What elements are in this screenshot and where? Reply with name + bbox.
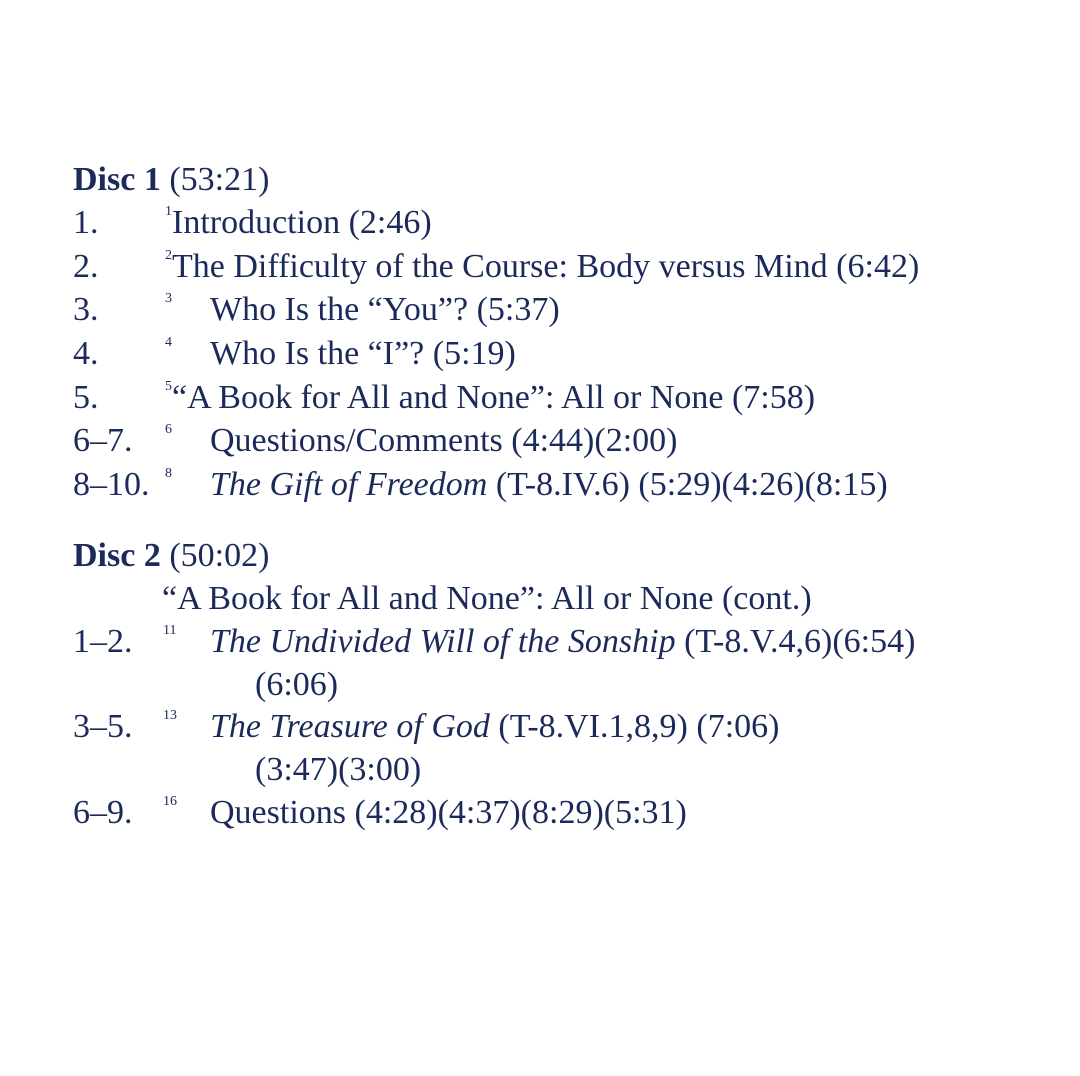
- track-title: Introduction (2:46): [172, 204, 432, 241]
- track-superscript: 11: [163, 623, 177, 638]
- track-title: Questions/Comments (4:44)(2:00): [210, 422, 678, 459]
- disc-label: Disc 2: [73, 537, 161, 574]
- subheading-text: “A Book for All and None”: All or None (cont.): [162, 580, 812, 617]
- track-superscript: 3: [165, 291, 172, 306]
- track-superscript: 1: [165, 204, 172, 219]
- track-number: 4.: [73, 335, 99, 372]
- track-superscript: 4: [165, 335, 172, 350]
- track-title: The Difficulty of the Course: Body versus Mind (6:42): [172, 248, 920, 285]
- track-title-rest: (T-8.V.4,6)(6:54): [675, 623, 916, 660]
- track-title-rest: (T-8.VI.1,8,9) (7:06): [489, 708, 780, 745]
- track-number: 1–2.: [73, 623, 133, 660]
- track-title: [210, 622, 915, 662]
- track-superscript: 13: [163, 708, 177, 723]
- track-superscript: 8: [165, 466, 172, 481]
- track-number: 2.: [73, 248, 99, 285]
- track-superscript: 6: [165, 422, 172, 437]
- track-title: Questions (4:28)(4:37)(8:29)(5:31): [210, 794, 687, 831]
- track-title-italic: The Gift of Freedom: [210, 466, 488, 503]
- track-number: 1.: [73, 204, 99, 241]
- disc-heading-text: [73, 536, 269, 576]
- track-number: 3–5.: [73, 708, 133, 745]
- track-title-rest: (T-8.IV.6) (5:29)(4:26)(8:15): [487, 466, 888, 503]
- track-superscript: 5: [165, 379, 172, 394]
- track-number: 3.: [73, 291, 99, 328]
- track-title: Who Is the “I”? (5:19): [210, 335, 516, 372]
- track-number: 8–10.: [73, 466, 150, 503]
- disc-duration: (50:02): [169, 537, 270, 574]
- track-number: 5.: [73, 379, 99, 416]
- track-number: 6–7.: [73, 422, 133, 459]
- track-title-italic: The Undivided Will of the Sonship: [210, 623, 676, 660]
- disc-heading-text: [73, 160, 269, 200]
- track-title-italic: The Treasure of God: [210, 708, 490, 745]
- track-superscript: 2: [165, 248, 172, 263]
- track-continuation-text: (3:47)(3:00): [255, 751, 422, 788]
- track-number: 6–9.: [73, 794, 133, 831]
- track-continuation-text: (6:06): [255, 666, 339, 703]
- track-title: Who Is the “You”? (5:37): [210, 291, 560, 328]
- track-superscript: 16: [163, 794, 177, 809]
- track-title: [210, 465, 888, 505]
- track-title: “A Book for All and None”: All or None (7:58): [172, 379, 816, 416]
- disc-duration: (53:21): [169, 161, 270, 198]
- track-title: [210, 707, 779, 747]
- disc-label: Disc 1: [73, 161, 161, 198]
